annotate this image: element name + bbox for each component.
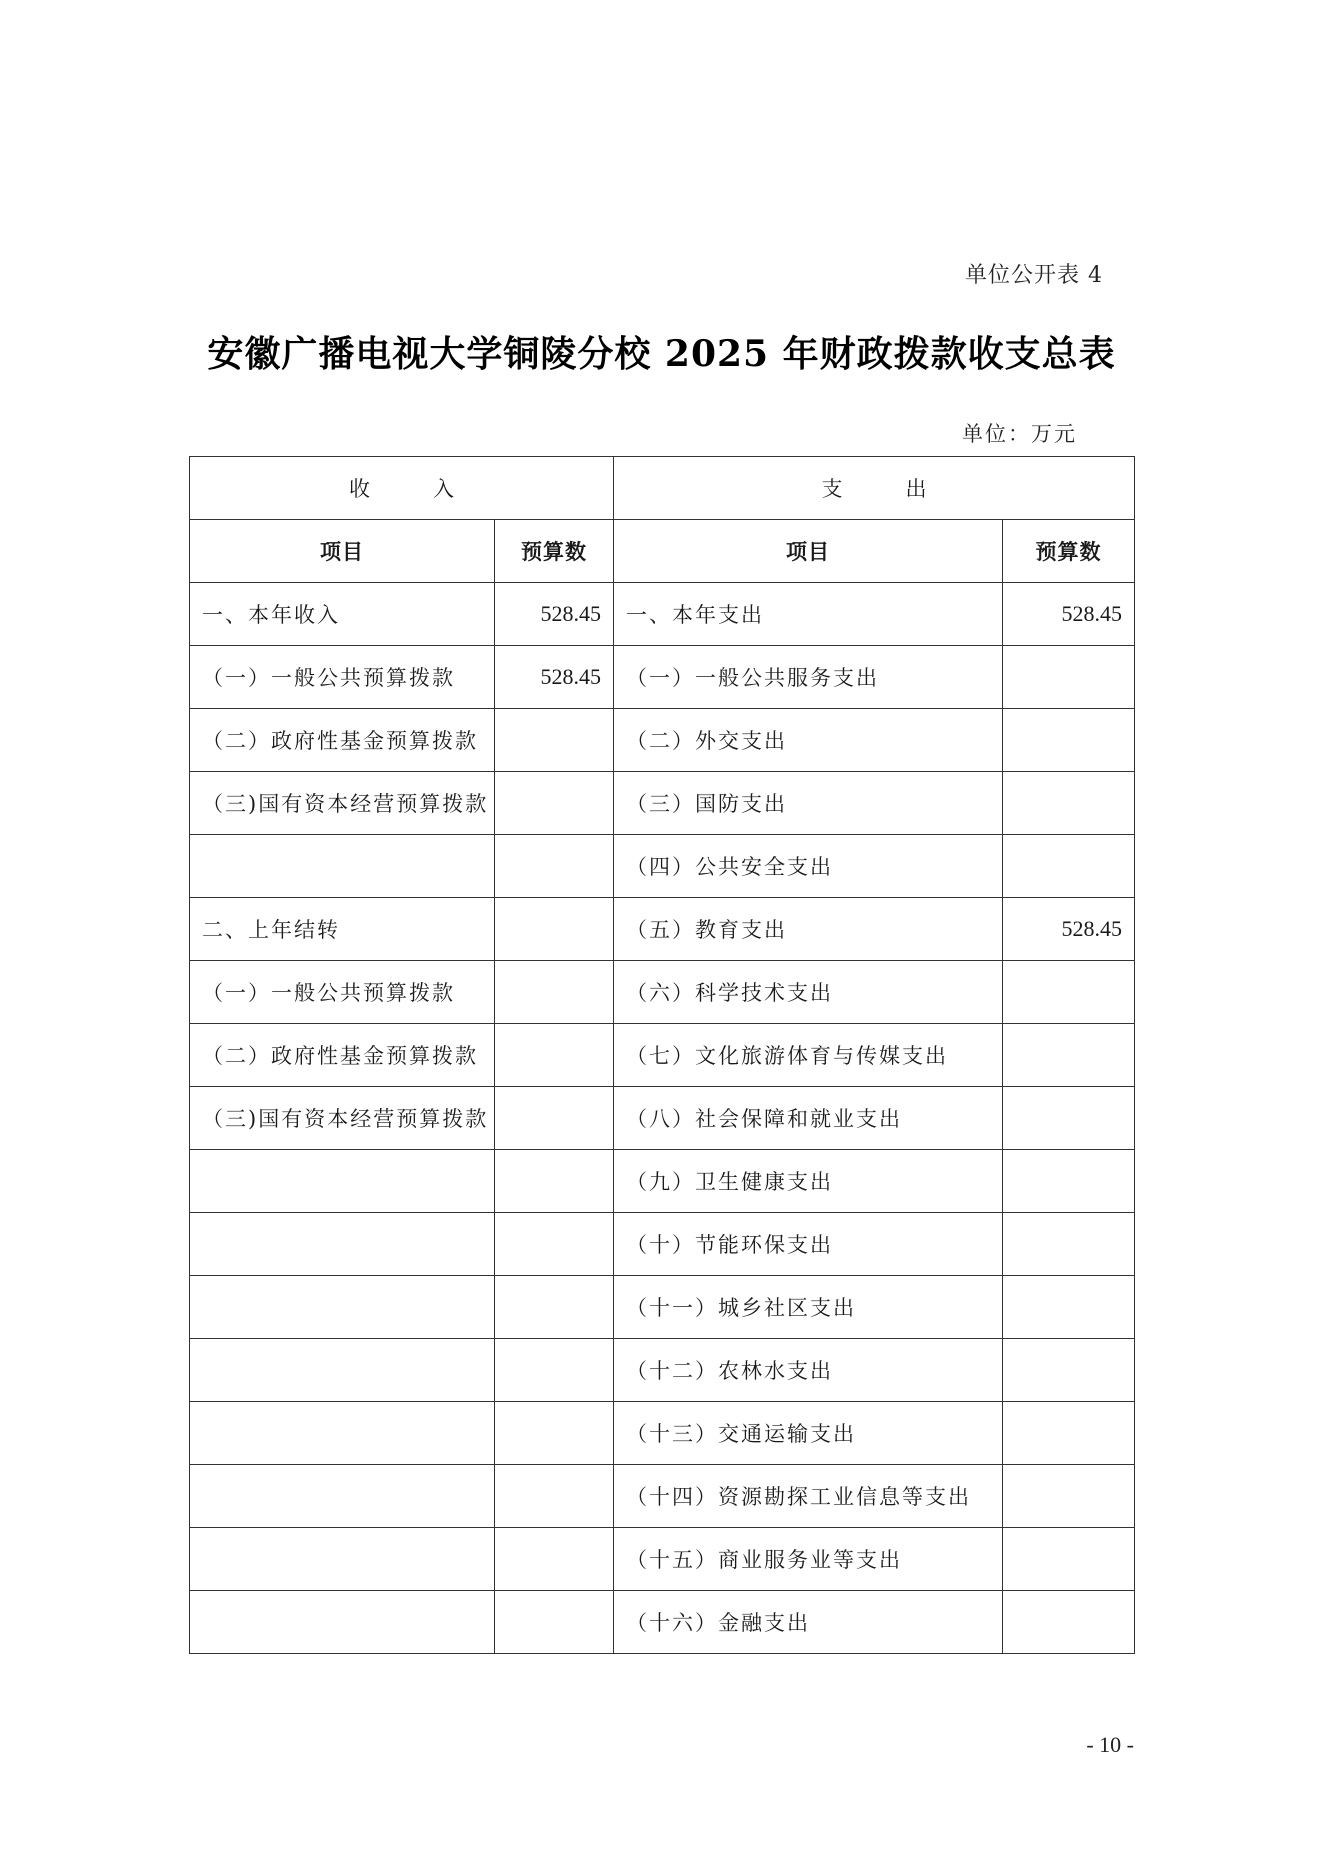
expense-item-cell: 一、本年支出 [614, 583, 1003, 646]
table-row [190, 1276, 1135, 1339]
group-header-row [190, 457, 1135, 520]
table-row [190, 1591, 1135, 1654]
income-item-cell: （一）一般公共预算拨款 [190, 646, 495, 709]
income-item-cell [190, 1402, 495, 1465]
income-value-cell [495, 1213, 614, 1276]
income-item-cell [190, 1528, 495, 1591]
expense-value-cell [1003, 1087, 1135, 1150]
income-item-cell [190, 1150, 495, 1213]
expense-item-cell: （十二）农林水支出 [614, 1339, 1003, 1402]
expense-item-cell: （六）科学技术支出 [614, 961, 1003, 1024]
expense-item-cell: （十五）商业服务业等支出 [614, 1528, 1003, 1591]
table-row [190, 646, 1135, 709]
expense-value-cell [1003, 1339, 1135, 1402]
income-item-cell: （三)国有资本经营预算拨款 [190, 772, 495, 835]
expense-item-header: 项目 [614, 520, 1003, 583]
expense-value-cell [1003, 646, 1135, 709]
income-item-cell [190, 1276, 495, 1339]
income-value-cell [495, 1276, 614, 1339]
table-row [190, 961, 1135, 1024]
expense-item-cell: （八）社会保障和就业支出 [614, 1087, 1003, 1150]
expense-value-cell [1003, 1213, 1135, 1276]
expense-value-cell [1003, 1591, 1135, 1654]
income-item-cell [190, 1339, 495, 1402]
expense-value-cell: 528.45 [1003, 898, 1135, 961]
income-value-cell [495, 1087, 614, 1150]
expense-item-cell: （三）国防支出 [614, 772, 1003, 835]
expense-item-cell: （十）节能环保支出 [614, 1213, 1003, 1276]
income-value-cell [495, 1024, 614, 1087]
expense-item-cell: （五）教育支出 [614, 898, 1003, 961]
expense-value-cell [1003, 1528, 1135, 1591]
expense-item-cell: （十六）金融支出 [614, 1591, 1003, 1654]
expense-value-cell [1003, 1465, 1135, 1528]
table-row [190, 1150, 1135, 1213]
expense-value-cell [1003, 1024, 1135, 1087]
expense-item-cell: （七）文化旅游体育与传媒支出 [614, 1024, 1003, 1087]
income-item-cell [190, 1591, 495, 1654]
expense-value-cell: 528.45 [1003, 583, 1135, 646]
expense-item-cell: （十三）交通运输支出 [614, 1402, 1003, 1465]
income-item-cell [190, 1465, 495, 1528]
income-item-header: 项目 [190, 520, 495, 583]
expense-budget-header: 预算数 [1003, 520, 1135, 583]
income-item-cell [190, 1213, 495, 1276]
expense-value-cell [1003, 1276, 1135, 1339]
income-budget-header: 预算数 [495, 520, 614, 583]
expense-value-cell [1003, 1150, 1135, 1213]
expense-item-cell: （四）公共安全支出 [614, 835, 1003, 898]
table-row [190, 1087, 1135, 1150]
budget-summary-table [189, 456, 1135, 1654]
expense-item-cell: （十四）资源勘探工业信息等支出 [614, 1465, 1003, 1528]
table-row [190, 583, 1135, 646]
income-item-cell: 二、上年结转 [190, 898, 495, 961]
expense-value-cell [1003, 961, 1135, 1024]
unit-label: 单位：万元 [962, 422, 1077, 446]
expense-value-cell [1003, 772, 1135, 835]
income-item-cell: （二）政府性基金预算拨款 [190, 1024, 495, 1087]
table-row [190, 1528, 1135, 1591]
income-item-cell: （三)国有资本经营预算拨款 [190, 1087, 495, 1150]
income-group-header: 收 入 [190, 457, 614, 520]
table-row [190, 898, 1135, 961]
income-value-cell [495, 1150, 614, 1213]
income-item-cell [190, 835, 495, 898]
income-item-cell: （二）政府性基金预算拨款 [190, 709, 495, 772]
income-item-cell: 一、本年收入 [190, 583, 495, 646]
income-value-cell [495, 1465, 614, 1528]
expense-item-cell: （九）卫生健康支出 [614, 1150, 1003, 1213]
income-value-cell [495, 1402, 614, 1465]
budget-table-body [190, 457, 1135, 1654]
table-row [190, 1024, 1135, 1087]
table-row [190, 1465, 1135, 1528]
income-value-cell [495, 772, 614, 835]
income-item-cell: （一）一般公共预算拨款 [190, 961, 495, 1024]
page-title: 安徽广播电视大学铜陵分校 2025 年财政拨款收支总表 [207, 333, 1116, 375]
expense-group-header: 支 出 [614, 457, 1135, 520]
table-row [190, 1213, 1135, 1276]
table-row [190, 772, 1135, 835]
expense-item-cell: （二）外交支出 [614, 709, 1003, 772]
table-row [190, 835, 1135, 898]
expense-value-cell [1003, 835, 1135, 898]
income-value-cell [495, 1528, 614, 1591]
table-row [190, 1339, 1135, 1402]
income-value-cell: 528.45 [495, 583, 614, 646]
income-value-cell [495, 835, 614, 898]
income-value-cell: 528.45 [495, 646, 614, 709]
income-value-cell [495, 1339, 614, 1402]
income-value-cell [495, 898, 614, 961]
column-header-row [190, 520, 1135, 583]
income-value-cell [495, 1591, 614, 1654]
expense-item-cell: （一）一般公共服务支出 [614, 646, 1003, 709]
expense-value-cell [1003, 1402, 1135, 1465]
page-number: - 10 - [1086, 1732, 1134, 1757]
expense-item-cell: （十一）城乡社区支出 [614, 1276, 1003, 1339]
income-value-cell [495, 709, 614, 772]
expense-value-cell [1003, 709, 1135, 772]
table-row [190, 1402, 1135, 1465]
table-number-label: 单位公开表 4 [965, 263, 1103, 288]
income-value-cell [495, 961, 614, 1024]
table-row [190, 709, 1135, 772]
